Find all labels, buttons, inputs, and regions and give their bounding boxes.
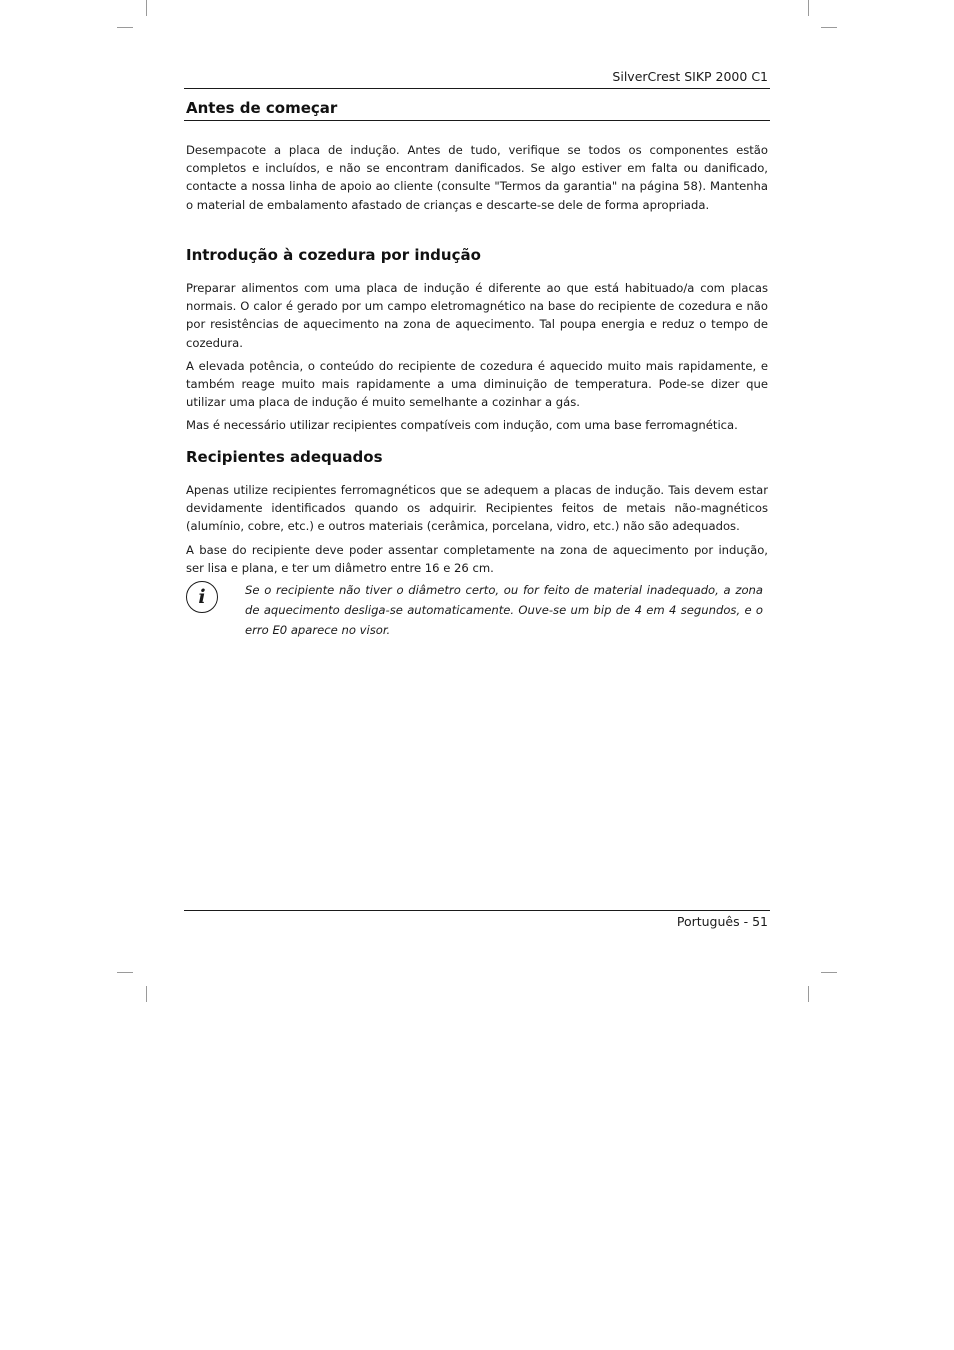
section-body [186,279,768,435]
footer-rule [184,910,770,911]
paragraph: Mas é necessário utilizar recipientes compatíveis com indução, com uma base ferromagnética. [186,418,738,433]
crop-mark [117,972,133,973]
crop-mark [117,27,133,28]
crop-mark [146,986,147,1002]
section-title: Recipientes adequados [186,448,383,466]
section-body [186,141,768,214]
crop-mark [821,27,837,28]
crop-mark [808,986,809,1002]
crop-mark [808,0,809,16]
header-rule [184,88,770,89]
section-title: Antes de começar [186,99,338,117]
section-body [186,481,768,577]
crop-mark [821,972,837,973]
section-title: Introdução à cozedura por indução [186,246,481,264]
section-rule [184,120,770,121]
running-header: SilverCrest SIKP 2000 C1 [612,69,768,84]
info-icon-glyph: i [198,586,206,608]
note-text: Se o recipiente não tiver o diâmetro certo, ou for feito de material inadequado, a zona de aquecimento desliga-se automaticamente. Ouve-se um bip de 4 em 4 segundos, e o erro E0 aparece no visor. [245,583,763,637]
info-icon [186,581,218,613]
crop-mark [146,0,147,16]
page-number: Português - 51 [676,914,768,929]
paragraph: A elevada potência, o conteúdo do recipiente de cozedura é aquecido muito mais rapidamente, e também reage muito mais rapidamente a uma diminuição de temperatura. Pode-se dizer que utilizar uma placa de indução é muito semelhante a cozinhar a gás. [186,358,768,410]
paragraph: Preparar alimentos com uma placa de indução é diferente ao que está habituado/a com placas normais. O calor é gerado por um campo eletromagnético na base do recipiente de cozedura e não por resistências de aquecimento na zona de aquecimento. Tal poupa energia e reduz o tempo de cozedura. [186,281,768,350]
paragraph: Desempacote a placa de indução. Antes de tudo, verifique se todos os componentes estão completos e incluídos, e não se encontram danificados. Se algo estiver em falta ou danificado, contacte a nossa linha de apoio ao cliente (consulte "Termos da garantia" na página 58). Mantenha o material de embalamento afastado de crianças e descarte-se dele de forma apropriada. [186,143,768,212]
paragraph: Apenas utilize recipientes ferromagnéticos que se adequem a placas de indução. Tais devem estar devidamente identificados quando os adquirir. Recipientes feitos de metais não-magnéticos (alumínio, cobre, etc.) e outros materiais (cerâmica, porcelana, vidro, etc.) não são adequados. [186,483,768,534]
paragraph: A base do recipiente deve poder assentar completamente na zona de aquecimento por indução, ser lisa e plana, e ter um diâmetro entre 16 e 26 cm. [186,542,768,575]
